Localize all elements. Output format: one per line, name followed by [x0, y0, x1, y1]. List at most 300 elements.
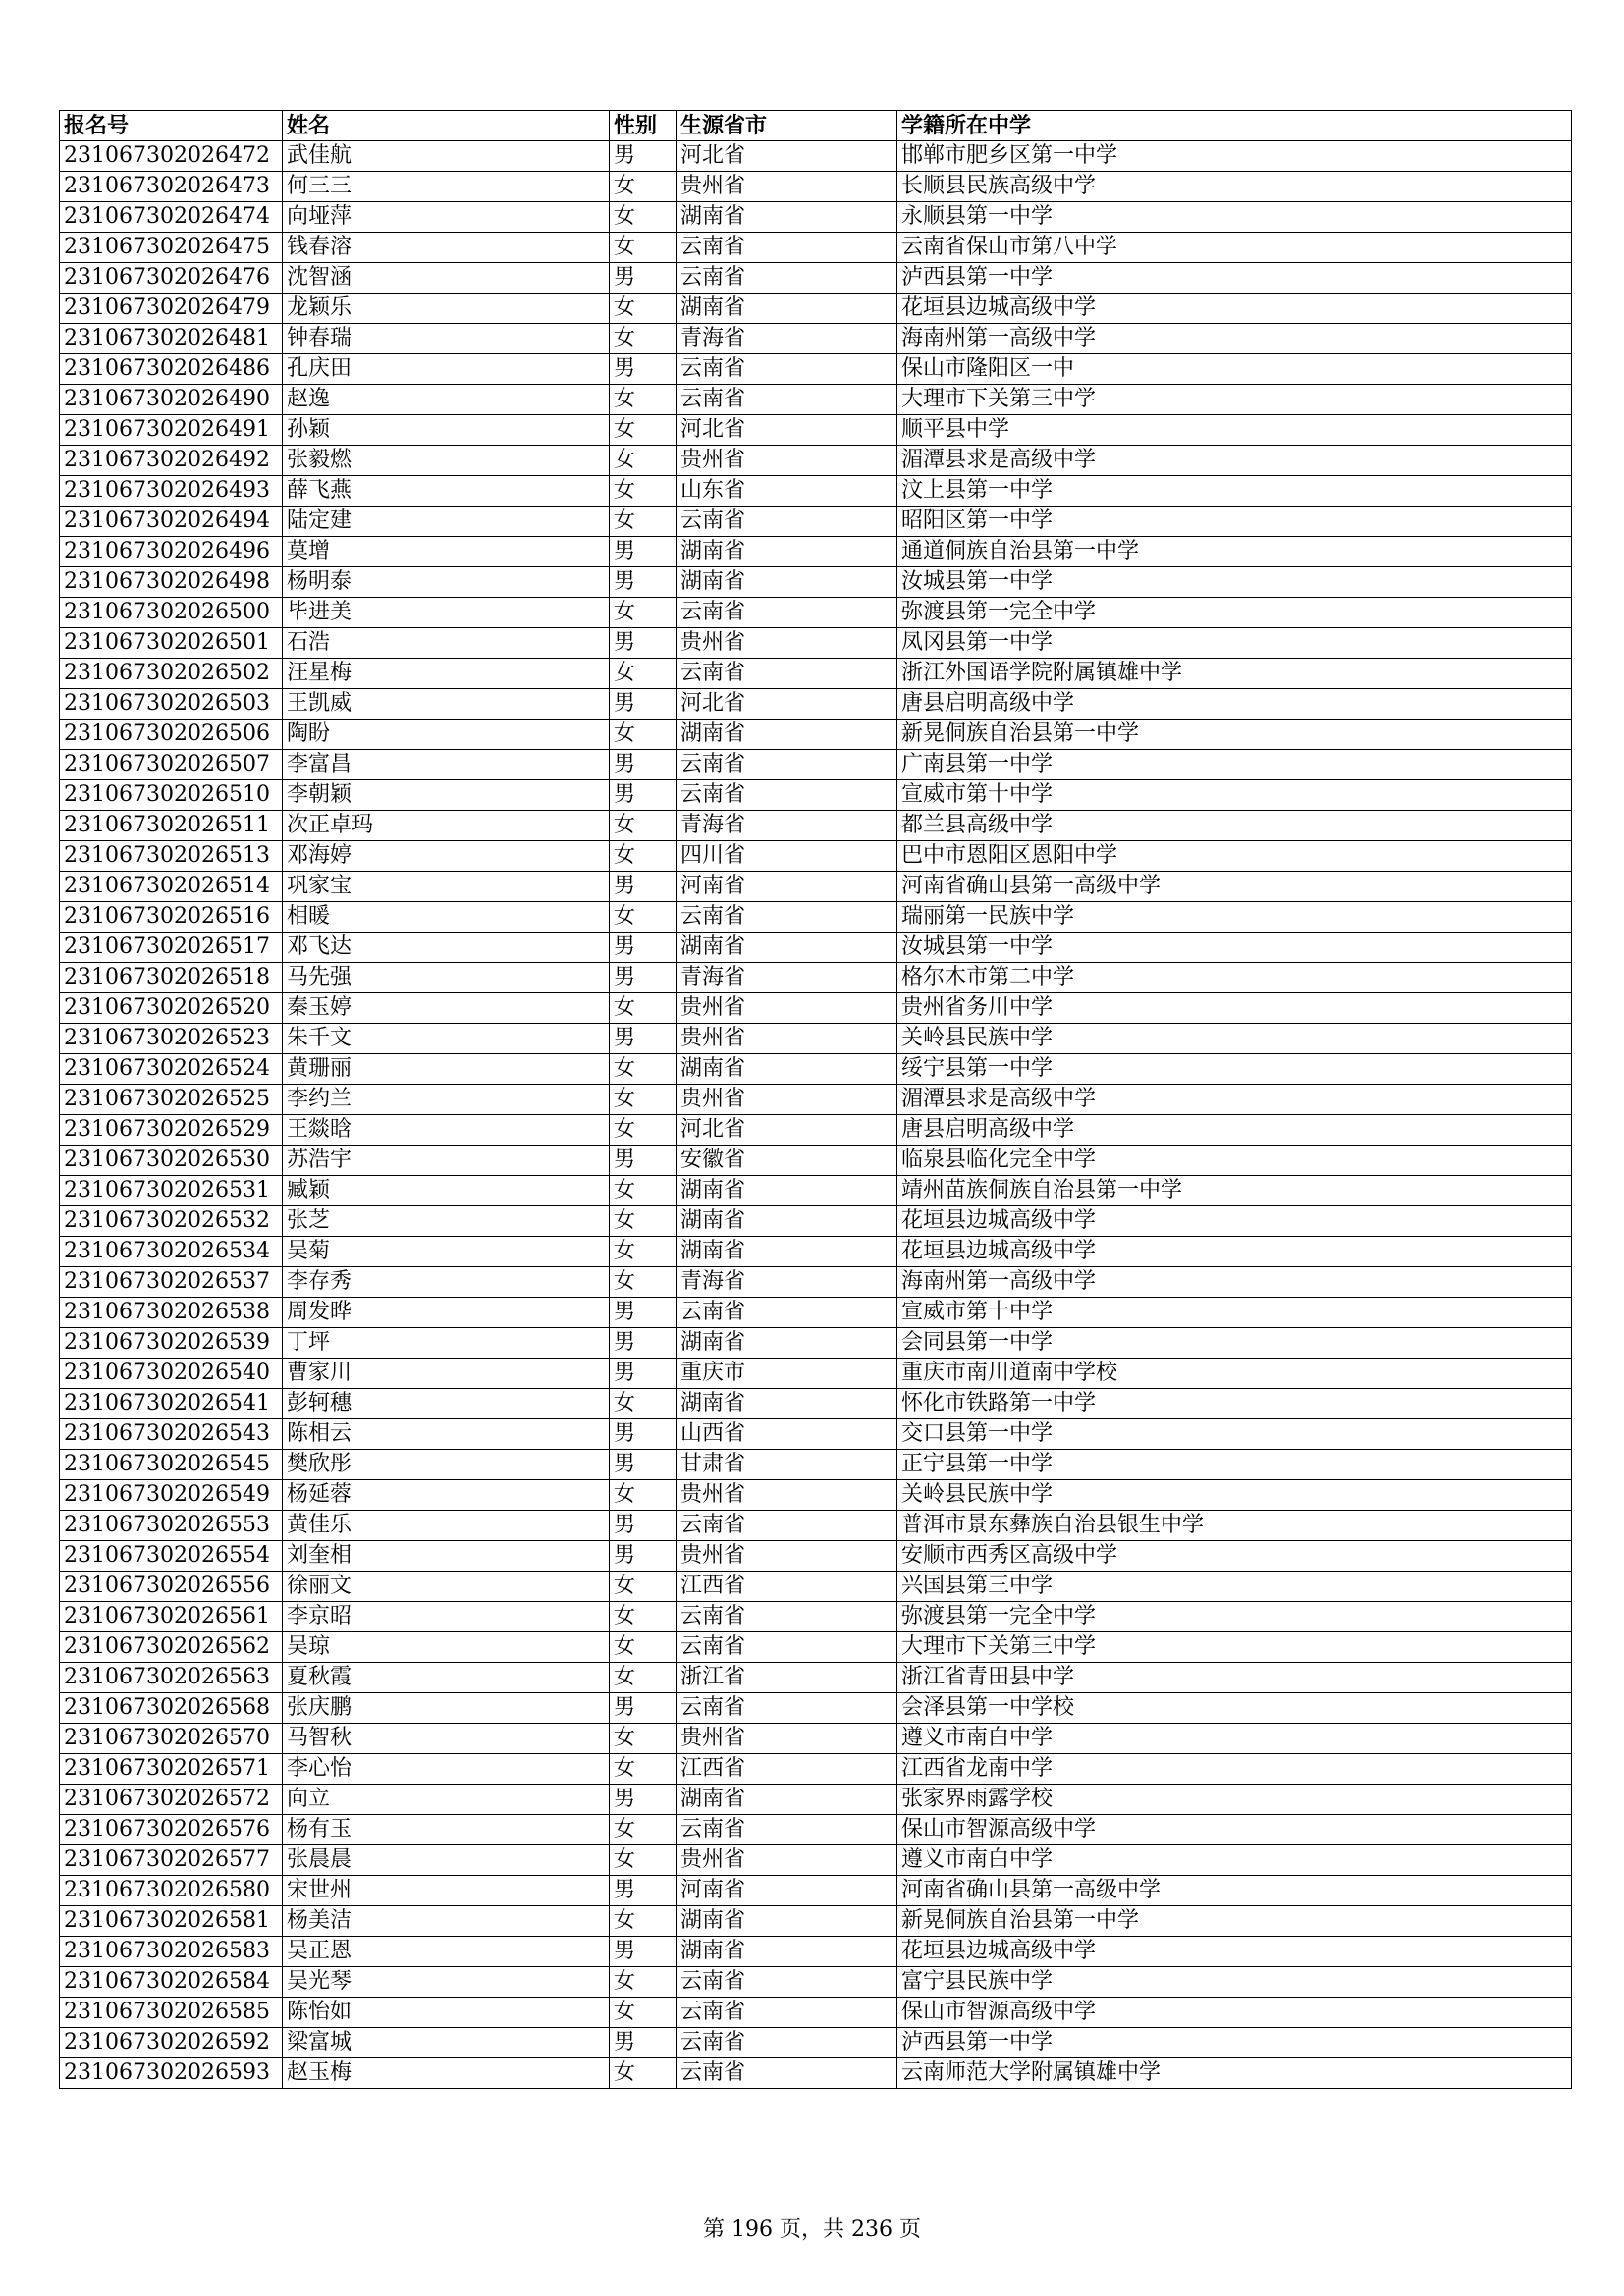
name-cell: 刘奎相 — [283, 1541, 610, 1572]
registration-no-cell: 231067302026576 — [60, 1815, 283, 1845]
table-row — [60, 1054, 1572, 1085]
gender-cell: 男 — [610, 1511, 677, 1541]
gender-cell: 女 — [610, 1176, 677, 1206]
name-cell: 孔庆田 — [283, 354, 610, 385]
gender-cell: 女 — [610, 1663, 677, 1693]
name-cell: 沈智涵 — [283, 263, 610, 294]
province-cell: 湖南省 — [677, 933, 897, 963]
school-cell: 邯郸市肥乡区第一中学 — [897, 141, 1572, 172]
name-cell: 李存秀 — [283, 1267, 610, 1298]
gender-cell: 女 — [610, 1906, 677, 1937]
school-cell: 保山市隆阳区一中 — [897, 354, 1572, 385]
province-cell: 河南省 — [677, 1876, 897, 1906]
table-row — [60, 1085, 1572, 1115]
header-name: 姓名 — [283, 111, 610, 141]
table-row — [60, 1632, 1572, 1663]
table-row — [60, 1693, 1572, 1724]
name-cell: 相暖 — [283, 902, 610, 933]
name-cell: 朱千文 — [283, 1024, 610, 1054]
school-cell: 都兰县高级中学 — [897, 811, 1572, 841]
province-cell: 云南省 — [677, 780, 897, 811]
school-cell: 宣威市第十中学 — [897, 1298, 1572, 1328]
name-cell: 武佳航 — [283, 141, 610, 172]
gender-cell: 男 — [610, 872, 677, 902]
name-cell: 丁坪 — [283, 1328, 610, 1359]
name-cell: 薛飞燕 — [283, 476, 610, 507]
table-row — [60, 750, 1572, 780]
province-cell: 青海省 — [677, 324, 897, 354]
table-row — [60, 1906, 1572, 1937]
province-cell: 云南省 — [677, 1632, 897, 1663]
registration-no-cell: 231067302026502 — [60, 659, 283, 689]
registration-no-cell: 231067302026572 — [60, 1785, 283, 1815]
gender-cell: 女 — [610, 1054, 677, 1085]
table-row — [60, 1024, 1572, 1054]
school-cell: 正宁县第一中学 — [897, 1450, 1572, 1480]
registration-no-cell: 231067302026561 — [60, 1602, 283, 1632]
registration-no-cell: 231067302026476 — [60, 263, 283, 294]
gender-cell: 女 — [610, 476, 677, 507]
province-cell: 云南省 — [677, 1602, 897, 1632]
province-cell: 贵州省 — [677, 1541, 897, 1572]
name-cell: 陈相云 — [283, 1419, 610, 1450]
school-cell: 绥宁县第一中学 — [897, 1054, 1572, 1085]
name-cell: 赵玉梅 — [283, 2058, 610, 2089]
table-row — [60, 1815, 1572, 1845]
registration-no-cell: 231067302026568 — [60, 1693, 283, 1724]
table-row — [60, 689, 1572, 720]
gender-cell: 女 — [610, 1815, 677, 1845]
school-cell: 唐县启明高级中学 — [897, 1115, 1572, 1146]
registration-no-cell: 231067302026538 — [60, 1298, 283, 1328]
name-cell: 宋世州 — [283, 1876, 610, 1906]
header-school: 学籍所在中学 — [897, 111, 1572, 141]
table-row — [60, 324, 1572, 354]
table-row — [60, 598, 1572, 628]
name-cell: 吴光琴 — [283, 1967, 610, 1998]
name-cell: 陈怡如 — [283, 1998, 610, 2028]
province-cell: 湖南省 — [677, 1206, 897, 1237]
table-row — [60, 841, 1572, 872]
header-gender: 性别 — [610, 111, 677, 141]
registration-no-cell: 231067302026584 — [60, 1967, 283, 1998]
school-cell: 河南省确山县第一高级中学 — [897, 872, 1572, 902]
school-cell: 弥渡县第一完全中学 — [897, 598, 1572, 628]
registration-no-cell: 231067302026503 — [60, 689, 283, 720]
registration-no-cell: 231067302026583 — [60, 1937, 283, 1967]
province-cell: 湖南省 — [677, 720, 897, 750]
province-cell: 湖南省 — [677, 537, 897, 567]
registration-no-cell: 231067302026514 — [60, 872, 283, 902]
gender-cell: 女 — [610, 902, 677, 933]
table-row — [60, 1419, 1572, 1450]
school-cell: 会泽县第一中学校 — [897, 1693, 1572, 1724]
name-cell: 王凯威 — [283, 689, 610, 720]
province-cell: 云南省 — [677, 659, 897, 689]
registration-no-cell: 231067302026549 — [60, 1480, 283, 1511]
gender-cell: 女 — [610, 415, 677, 446]
registration-no-cell: 231067302026517 — [60, 933, 283, 963]
school-cell: 花垣县边城高级中学 — [897, 1237, 1572, 1267]
province-cell: 河北省 — [677, 1115, 897, 1146]
gender-cell: 男 — [610, 689, 677, 720]
province-cell: 云南省 — [677, 750, 897, 780]
province-cell: 湖南省 — [677, 1389, 897, 1419]
name-cell: 杨美洁 — [283, 1906, 610, 1937]
page-number: 第 196 页，共 236 页 — [703, 2217, 921, 2242]
school-cell: 河南省确山县第一高级中学 — [897, 1876, 1572, 1906]
province-cell: 湖南省 — [677, 1906, 897, 1937]
registration-no-cell: 231067302026580 — [60, 1876, 283, 1906]
registration-no-cell: 231067302026543 — [60, 1419, 283, 1450]
province-cell: 贵州省 — [677, 993, 897, 1024]
province-cell: 贵州省 — [677, 1024, 897, 1054]
school-cell: 广南县第一中学 — [897, 750, 1572, 780]
school-cell: 海南州第一高级中学 — [897, 324, 1572, 354]
registration-no-cell: 231067302026516 — [60, 902, 283, 933]
province-cell: 湖南省 — [677, 1054, 897, 1085]
province-cell: 河北省 — [677, 689, 897, 720]
gender-cell: 男 — [610, 1146, 677, 1176]
name-cell: 孙颖 — [283, 415, 610, 446]
school-cell: 保山市智源高级中学 — [897, 1998, 1572, 2028]
school-cell: 普洱市景东彝族自治县银生中学 — [897, 1511, 1572, 1541]
table-row — [60, 1541, 1572, 1572]
name-cell: 周发晔 — [283, 1298, 610, 1328]
gender-cell: 男 — [610, 1024, 677, 1054]
name-cell: 苏浩宇 — [283, 1146, 610, 1176]
province-cell: 云南省 — [677, 1693, 897, 1724]
gender-cell: 女 — [610, 446, 677, 476]
registration-no-cell: 231067302026577 — [60, 1845, 283, 1876]
school-cell: 云南师范大学附属镇雄中学 — [897, 2058, 1572, 2089]
school-cell: 临泉县临化完全中学 — [897, 1146, 1572, 1176]
registration-no-cell: 231067302026491 — [60, 415, 283, 446]
province-cell: 湖南省 — [677, 1237, 897, 1267]
table-row — [60, 1298, 1572, 1328]
school-cell: 湄潭县求是高级中学 — [897, 1085, 1572, 1115]
school-cell: 大理市下关第三中学 — [897, 385, 1572, 415]
school-cell: 海南州第一高级中学 — [897, 1267, 1572, 1298]
name-cell: 臧颖 — [283, 1176, 610, 1206]
header-registration-no: 报名号 — [60, 111, 283, 141]
gender-cell: 女 — [610, 294, 677, 324]
gender-cell: 男 — [610, 354, 677, 385]
table-row — [60, 780, 1572, 811]
gender-cell: 女 — [610, 1480, 677, 1511]
province-cell: 湖南省 — [677, 294, 897, 324]
registration-no-cell: 231067302026501 — [60, 628, 283, 659]
registration-no-cell: 231067302026540 — [60, 1359, 283, 1389]
gender-cell: 男 — [610, 1328, 677, 1359]
school-cell: 花垣县边城高级中学 — [897, 1937, 1572, 1967]
school-cell: 江西省龙南中学 — [897, 1754, 1572, 1785]
table-row — [60, 1602, 1572, 1632]
name-cell: 赵逸 — [283, 385, 610, 415]
registration-no-cell: 231067302026507 — [60, 750, 283, 780]
name-cell: 王燚晗 — [283, 1115, 610, 1146]
province-cell: 云南省 — [677, 1298, 897, 1328]
table-row — [60, 2058, 1572, 2089]
province-cell: 云南省 — [677, 902, 897, 933]
school-cell: 新晃侗族自治县第一中学 — [897, 1906, 1572, 1937]
name-cell: 向垭萍 — [283, 202, 610, 233]
name-cell: 马先强 — [283, 963, 610, 993]
school-cell: 怀化市铁路第一中学 — [897, 1389, 1572, 1419]
province-cell: 云南省 — [677, 263, 897, 294]
name-cell: 黄珊丽 — [283, 1054, 610, 1085]
name-cell: 石浩 — [283, 628, 610, 659]
gender-cell: 男 — [610, 1359, 677, 1389]
registration-no-cell: 231067302026479 — [60, 294, 283, 324]
table-row — [60, 1480, 1572, 1511]
province-cell: 山西省 — [677, 1419, 897, 1450]
school-cell: 通道侗族自治县第一中学 — [897, 537, 1572, 567]
school-cell: 花垣县边城高级中学 — [897, 1206, 1572, 1237]
school-cell: 保山市智源高级中学 — [897, 1815, 1572, 1845]
gender-cell: 男 — [610, 1876, 677, 1906]
school-cell: 大理市下关第三中学 — [897, 1632, 1572, 1663]
name-cell: 汪星梅 — [283, 659, 610, 689]
registration-no-cell: 231067302026541 — [60, 1389, 283, 1419]
school-cell: 顺平县中学 — [897, 415, 1572, 446]
gender-cell: 女 — [610, 598, 677, 628]
gender-cell: 男 — [610, 537, 677, 567]
province-cell: 河北省 — [677, 141, 897, 172]
school-cell: 贵州省务川中学 — [897, 993, 1572, 1024]
province-cell: 湖南省 — [677, 202, 897, 233]
name-cell: 陶盼 — [283, 720, 610, 750]
table-row — [60, 567, 1572, 598]
name-cell: 何三三 — [283, 172, 610, 202]
name-cell: 邓海婷 — [283, 841, 610, 872]
province-cell: 贵州省 — [677, 172, 897, 202]
name-cell: 樊欣彤 — [283, 1450, 610, 1480]
name-cell: 龙颖乐 — [283, 294, 610, 324]
table-row — [60, 1663, 1572, 1693]
gender-cell: 男 — [610, 933, 677, 963]
table-row — [60, 659, 1572, 689]
school-cell: 花垣县边城高级中学 — [897, 294, 1572, 324]
name-cell: 杨延蓉 — [283, 1480, 610, 1511]
registration-no-cell: 231067302026581 — [60, 1906, 283, 1937]
province-cell: 贵州省 — [677, 1845, 897, 1876]
table-row — [60, 1146, 1572, 1176]
registration-no-cell: 231067302026532 — [60, 1206, 283, 1237]
gender-cell: 女 — [610, 202, 677, 233]
registration-no-cell: 231067302026531 — [60, 1176, 283, 1206]
gender-cell: 女 — [610, 659, 677, 689]
registration-no-cell: 231067302026529 — [60, 1115, 283, 1146]
school-cell: 宣威市第十中学 — [897, 780, 1572, 811]
gender-cell: 男 — [610, 1298, 677, 1328]
table-row — [60, 1998, 1572, 2028]
province-cell: 河南省 — [677, 872, 897, 902]
gender-cell: 女 — [610, 1998, 677, 2028]
header-row — [60, 111, 1572, 141]
name-cell: 钱春溶 — [283, 233, 610, 263]
province-cell: 江西省 — [677, 1754, 897, 1785]
province-cell: 河北省 — [677, 415, 897, 446]
gender-cell: 女 — [610, 1754, 677, 1785]
gender-cell: 女 — [610, 1115, 677, 1146]
registration-no-cell: 231067302026492 — [60, 446, 283, 476]
province-cell: 湖南省 — [677, 1785, 897, 1815]
province-cell: 云南省 — [677, 1967, 897, 1998]
name-cell: 陆定建 — [283, 507, 610, 537]
school-cell: 张家界雨露学校 — [897, 1785, 1572, 1815]
gender-cell: 男 — [610, 1450, 677, 1480]
table-row — [60, 1176, 1572, 1206]
table-row — [60, 1785, 1572, 1815]
province-cell: 浙江省 — [677, 1663, 897, 1693]
name-cell: 吴正恩 — [283, 1937, 610, 1967]
gender-cell: 男 — [610, 263, 677, 294]
gender-cell: 男 — [610, 2028, 677, 2058]
table-row — [60, 354, 1572, 385]
name-cell: 夏秋霞 — [283, 1663, 610, 1693]
registration-no-cell: 231067302026571 — [60, 1754, 283, 1785]
table-row — [60, 537, 1572, 567]
registration-no-cell: 231067302026593 — [60, 2058, 283, 2089]
gender-cell: 男 — [610, 141, 677, 172]
registration-no-cell: 231067302026472 — [60, 141, 283, 172]
table-row — [60, 1572, 1572, 1602]
registration-no-cell: 231067302026500 — [60, 598, 283, 628]
registration-no-cell: 231067302026530 — [60, 1146, 283, 1176]
province-cell: 云南省 — [677, 1511, 897, 1541]
province-cell: 重庆市 — [677, 1359, 897, 1389]
table-row — [60, 294, 1572, 324]
table-row — [60, 902, 1572, 933]
name-cell: 邓飞达 — [283, 933, 610, 963]
gender-cell: 男 — [610, 1541, 677, 1572]
province-cell: 云南省 — [677, 354, 897, 385]
school-cell: 关岭县民族中学 — [897, 1480, 1572, 1511]
gender-cell: 女 — [610, 1632, 677, 1663]
gender-cell: 女 — [610, 1389, 677, 1419]
name-cell: 吴琼 — [283, 1632, 610, 1663]
roster-table — [59, 110, 1572, 2089]
registration-no-cell: 231067302026553 — [60, 1511, 283, 1541]
registration-no-cell: 231067302026511 — [60, 811, 283, 841]
table-row — [60, 2028, 1572, 2058]
province-cell: 贵州省 — [677, 1085, 897, 1115]
province-cell: 湖南省 — [677, 1328, 897, 1359]
gender-cell: 男 — [610, 1693, 677, 1724]
gender-cell: 女 — [610, 324, 677, 354]
school-cell: 富宁县民族中学 — [897, 1967, 1572, 1998]
registration-no-cell: 231067302026570 — [60, 1724, 283, 1754]
gender-cell: 女 — [610, 841, 677, 872]
name-cell: 李约兰 — [283, 1085, 610, 1115]
gender-cell: 女 — [610, 1724, 677, 1754]
province-cell: 安徽省 — [677, 1146, 897, 1176]
table-row — [60, 507, 1572, 537]
province-cell: 云南省 — [677, 385, 897, 415]
school-cell: 凤冈县第一中学 — [897, 628, 1572, 659]
school-cell: 唐县启明高级中学 — [897, 689, 1572, 720]
school-cell: 会同县第一中学 — [897, 1328, 1572, 1359]
gender-cell: 男 — [610, 1419, 677, 1450]
school-cell: 浙江省青田县中学 — [897, 1663, 1572, 1693]
gender-cell: 女 — [610, 720, 677, 750]
province-cell: 青海省 — [677, 963, 897, 993]
gender-cell: 女 — [610, 1572, 677, 1602]
table-row — [60, 1115, 1572, 1146]
province-cell: 云南省 — [677, 2058, 897, 2089]
name-cell: 黄佳乐 — [283, 1511, 610, 1541]
registration-no-cell: 231067302026494 — [60, 507, 283, 537]
table-row — [60, 1876, 1572, 1906]
school-cell: 重庆市南川道南中学校 — [897, 1359, 1572, 1389]
header-province: 生源省市 — [677, 111, 897, 141]
table-row — [60, 1267, 1572, 1298]
table-row — [60, 1237, 1572, 1267]
table-row — [60, 202, 1572, 233]
school-cell: 关岭县民族中学 — [897, 1024, 1572, 1054]
school-cell: 长顺县民族高级中学 — [897, 172, 1572, 202]
province-cell: 云南省 — [677, 598, 897, 628]
school-cell: 安顺市西秀区高级中学 — [897, 1541, 1572, 1572]
table-row — [60, 1845, 1572, 1876]
registration-no-cell: 231067302026525 — [60, 1085, 283, 1115]
registration-no-cell: 231067302026539 — [60, 1328, 283, 1359]
registration-no-cell: 231067302026523 — [60, 1024, 283, 1054]
name-cell: 莫增 — [283, 537, 610, 567]
school-cell: 昭阳区第一中学 — [897, 507, 1572, 537]
table-row — [60, 1511, 1572, 1541]
name-cell: 曹家川 — [283, 1359, 610, 1389]
school-cell: 兴国县第三中学 — [897, 1572, 1572, 1602]
name-cell: 向立 — [283, 1785, 610, 1815]
province-cell: 云南省 — [677, 1815, 897, 1845]
name-cell: 巩家宝 — [283, 872, 610, 902]
registration-no-cell: 231067302026493 — [60, 476, 283, 507]
school-cell: 遵义市南白中学 — [897, 1845, 1572, 1876]
registration-no-cell: 231067302026520 — [60, 993, 283, 1024]
registration-no-cell: 231067302026563 — [60, 1663, 283, 1693]
registration-no-cell: 231067302026496 — [60, 537, 283, 567]
name-cell: 秦玉婷 — [283, 993, 610, 1024]
school-cell: 格尔木市第二中学 — [897, 963, 1572, 993]
school-cell: 汶上县第一中学 — [897, 476, 1572, 507]
province-cell: 云南省 — [677, 507, 897, 537]
gender-cell: 男 — [610, 1785, 677, 1815]
registration-no-cell: 231067302026506 — [60, 720, 283, 750]
gender-cell: 男 — [610, 780, 677, 811]
province-cell: 甘肃省 — [677, 1450, 897, 1480]
province-cell: 贵州省 — [677, 628, 897, 659]
table-row — [60, 993, 1572, 1024]
name-cell: 张毅燃 — [283, 446, 610, 476]
name-cell: 张庆鹏 — [283, 1693, 610, 1724]
table-row — [60, 233, 1572, 263]
name-cell: 梁富城 — [283, 2028, 610, 2058]
gender-cell: 男 — [610, 963, 677, 993]
school-cell: 巴中市恩阳区恩阳中学 — [897, 841, 1572, 872]
province-cell: 山东省 — [677, 476, 897, 507]
table-row — [60, 720, 1572, 750]
table-row — [60, 263, 1572, 294]
registration-no-cell: 231067302026486 — [60, 354, 283, 385]
province-cell: 江西省 — [677, 1572, 897, 1602]
registration-no-cell: 231067302026473 — [60, 172, 283, 202]
school-cell: 新晃侗族自治县第一中学 — [897, 720, 1572, 750]
province-cell: 青海省 — [677, 1267, 897, 1298]
name-cell: 杨有玉 — [283, 1815, 610, 1845]
gender-cell: 女 — [610, 1085, 677, 1115]
